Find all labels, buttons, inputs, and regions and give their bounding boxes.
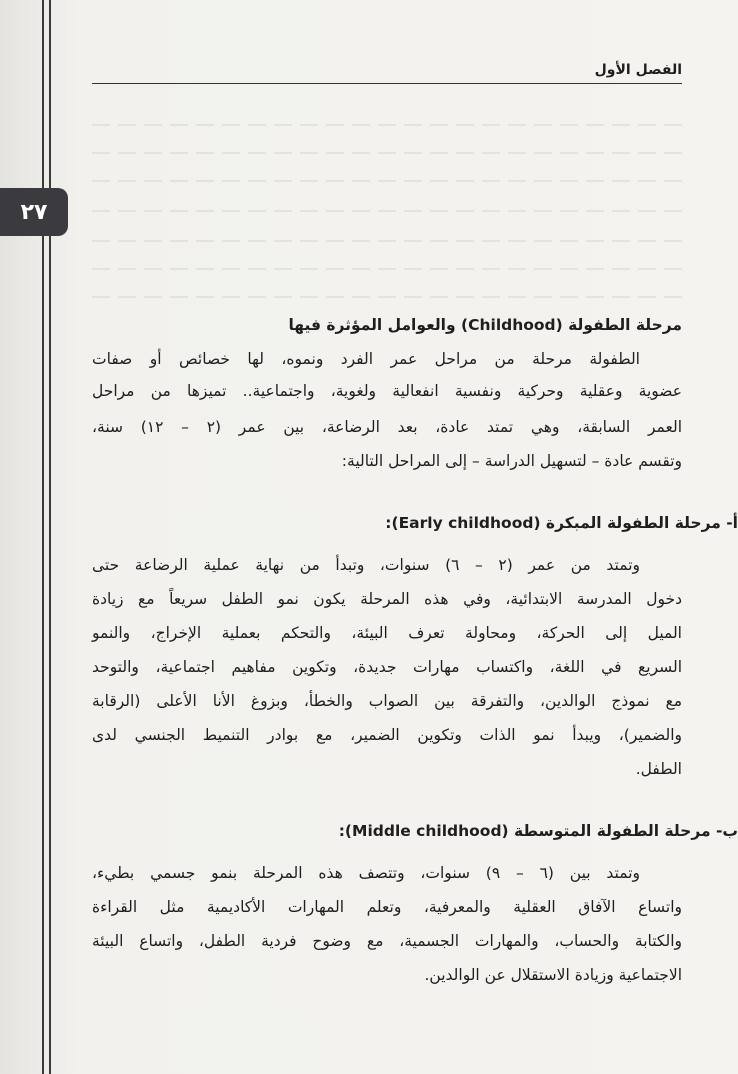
paragraph-line: والضمير)، ويبدأ نمو الذات وتكوين الضمير، مع بوادر التنميط الجنسي لدى bbox=[92, 726, 682, 744]
bleed-through bbox=[92, 210, 682, 212]
paragraph-line: وتمتد من عمر (٢ – ٦) سنوات، وتبدأ من نهاية عملية الرضاعة حتى bbox=[92, 556, 640, 574]
chapter-title: الفصل الأول bbox=[594, 62, 682, 78]
paragraph-line: عضوية وعقلية وحركية ونفسية انفعالية ولغوية، واجتماعية.. تميزها من مراحل bbox=[92, 382, 682, 400]
subsection-heading: ب- مرحلة الطفولة المتوسطة (Middle childhood): bbox=[338, 822, 738, 840]
binding-line bbox=[42, 0, 44, 1074]
header-rule bbox=[92, 83, 682, 84]
paragraph-line: واتساع الآفاق العقلية والمعرفية، وتعلم المهارات الأكاديمية مثل القراءة bbox=[92, 898, 682, 916]
paragraph-line: الاجتماعية وزيادة الاستقلال عن الوالدين. bbox=[424, 966, 682, 984]
running-header bbox=[92, 62, 682, 86]
paragraph-line: العمر السابقة، وهي تمتد عادة، بعد الرضاعة، بين عمر (٢ – ١٢) سنة، bbox=[92, 418, 683, 436]
paragraph-line: الميل إلى الحركة، ومحاولة تعرف البيئة، والتحكم بعملية الإخراج، والنمو bbox=[92, 624, 682, 642]
bleed-through bbox=[92, 296, 682, 298]
bleed-through bbox=[92, 124, 682, 126]
paragraph-line: الطفولة مرحلة من مراحل عمر الفرد ونموه، لها خصائص أو صفات bbox=[92, 350, 640, 368]
subsection-heading: أ- مرحلة الطفولة المبكرة (Early childhood): bbox=[385, 514, 738, 532]
page-number: ٢٧ bbox=[0, 188, 68, 236]
paragraph-line: مع نموذج الوالدين، والتفرقة بين الصواب والخطأ، وبزوغ الأنا الأعلى (الرقابة bbox=[92, 692, 682, 710]
bleed-through bbox=[92, 268, 682, 270]
paragraph-line: والكتابة والحساب، والمهارات الجسمية، مع وضوح فردية الطفل، واتساع البيئة bbox=[92, 932, 682, 950]
paragraph-line: الطفل. bbox=[635, 760, 682, 778]
paragraph-line: وتقسم عادة – لتسهيل الدراسة – إلى المراحل التالية: bbox=[341, 452, 682, 470]
paragraph-line: وتمتد بين (٦ – ٩) سنوات، وتتصف هذه المرحلة بنمو جسمي بطيء، bbox=[92, 864, 640, 882]
paragraph-line: دخول المدرسة الابتدائية، وفي هذه المرحلة يكون نمو الطفل سريعاً مع زيادة bbox=[92, 590, 682, 608]
paragraph-line: السريع في اللغة، واكتساب مهارات جديدة، وتكوين مفاهيم اجتماعية، والتوحد bbox=[92, 658, 682, 676]
bleed-through bbox=[92, 240, 682, 242]
binding-line bbox=[49, 0, 51, 1074]
bleed-through bbox=[92, 180, 682, 182]
bleed-through bbox=[92, 152, 682, 154]
section-heading: مرحلة الطفولة (Childhood) والعوامل المؤثرة فيها bbox=[288, 316, 682, 334]
